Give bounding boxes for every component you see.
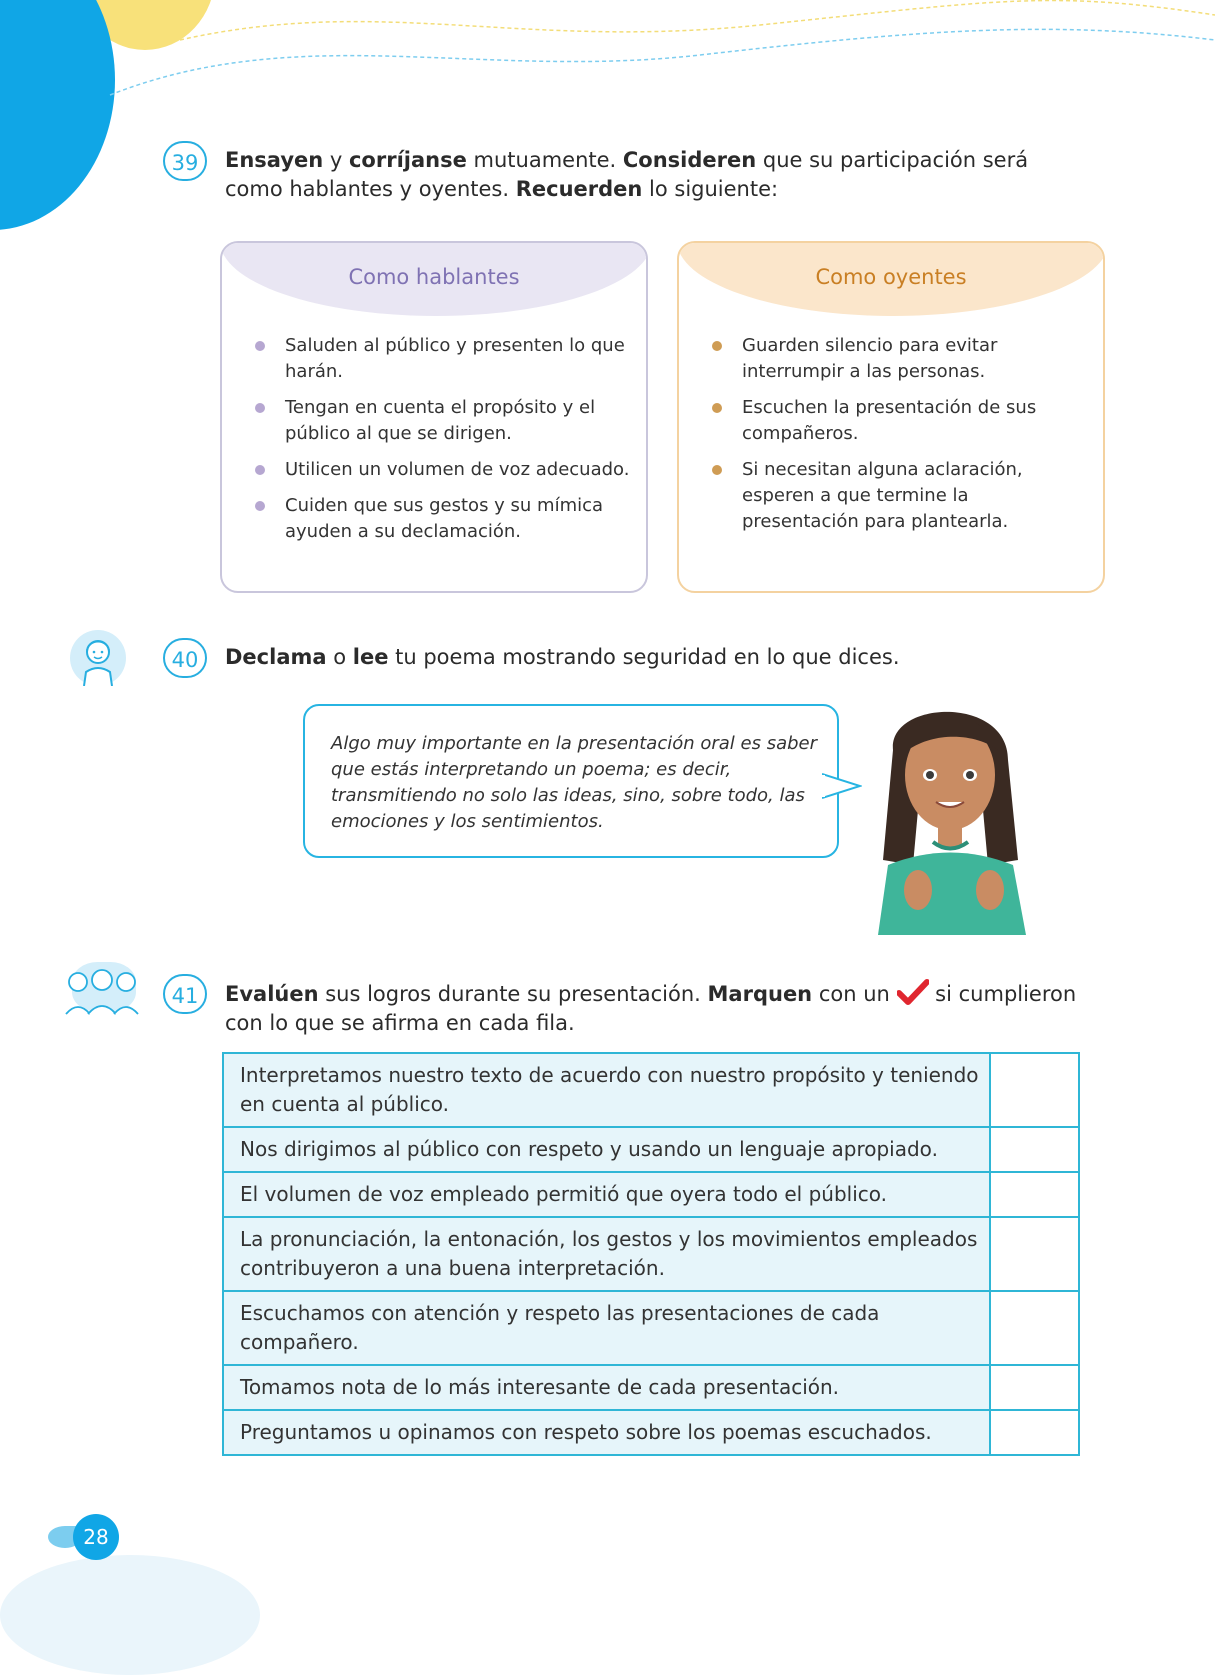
bold-verb: Evalúen (225, 982, 319, 1006)
check-cell[interactable] (990, 1053, 1079, 1127)
exercise-number-40: 40 (163, 638, 207, 678)
check-cell[interactable] (990, 1410, 1079, 1455)
bullet-dot (255, 341, 265, 351)
instruction-text: o (326, 645, 353, 669)
bullet-dot (255, 403, 265, 413)
listeners-card-title: Como oyentes (815, 265, 967, 289)
list-item (255, 493, 630, 545)
bold-verb: corríjanse (348, 148, 467, 172)
instruction-text: sus logros durante su presentación. (318, 982, 708, 1006)
bold-verb: Marquen (707, 982, 813, 1006)
list-item-text: Si necesitan alguna aclaración, esperen a que termine la presentación para plantearla. (742, 459, 1023, 532)
check-cell[interactable] (990, 1291, 1079, 1365)
speakers-list (255, 333, 630, 555)
group-work-icon (72, 962, 136, 1012)
table-row (223, 1053, 1079, 1127)
list-item-text: Tengan en cuenta el propósito y el público al que se dirigen. (285, 397, 596, 444)
list-item-text: Saluden al público y presenten lo que harán. (285, 335, 625, 382)
exercise-number-41: 41 (163, 974, 207, 1014)
exercise-41-instruction (225, 979, 1076, 1038)
exercise-41-line-1-end: si cumplieron (928, 982, 1077, 1006)
table-row (223, 1291, 1079, 1365)
speech-bubble (303, 704, 839, 858)
table-row (223, 1365, 1079, 1410)
check-cell[interactable] (990, 1217, 1079, 1291)
exercise-39-line-2 (225, 175, 1028, 204)
speakers-card (220, 241, 648, 593)
table-statement: El volumen de voz empleado permitió que oyera todo el público. (223, 1172, 990, 1217)
exercise-41-line-2: con lo que se afirma en cada fila. (225, 1011, 575, 1035)
table-statement: La pronunciación, la entonación, los gestos y los movimientos empleados contribuyeron a una buena interpretación. (223, 1217, 990, 1291)
list-item (255, 395, 630, 447)
page-number: 28 (73, 1514, 119, 1560)
exercise-41-line-1-text (225, 982, 897, 1006)
exercise-39-instruction (225, 146, 1028, 204)
list-item (255, 333, 630, 385)
list-item-text: Guarden silencio para evitar interrumpir a las personas. (742, 335, 998, 382)
table-row (223, 1172, 1079, 1217)
bold-verb: lee (352, 645, 389, 669)
check-cell[interactable] (990, 1365, 1079, 1410)
exercise-39-line-1 (225, 146, 1028, 175)
table-statement: Escuchamos con atención y respeto las presentaciones de cada compañero. (223, 1291, 990, 1365)
bullet-dot (712, 403, 722, 413)
exercise-40-line-1 (225, 643, 900, 672)
list-item (255, 457, 630, 483)
table-row (223, 1217, 1079, 1291)
individual-work-icon (70, 630, 126, 686)
checkmark-icon (897, 979, 929, 1005)
instruction-text: con un (812, 982, 897, 1006)
girl-illustration (858, 690, 1048, 935)
table-statement: Tomamos nota de lo más interesante de cada presentación. (223, 1365, 990, 1410)
bold-verb: Ensayen (225, 148, 324, 172)
bullet-dot (712, 341, 722, 351)
list-item-text: Escuchen la presentación de sus compañeros. (742, 397, 1037, 444)
listeners-card (677, 241, 1105, 593)
decor-wave-lines (0, 0, 1215, 110)
listeners-list (712, 333, 1087, 545)
exercise-number-39: 39 (163, 141, 207, 181)
instruction-text: como hablantes y oyentes. (225, 177, 516, 201)
decor-blob-bottom (0, 1555, 260, 1675)
bold-verb: Consideren (622, 148, 757, 172)
table-row (223, 1127, 1079, 1172)
self-evaluation-table (222, 1052, 1080, 1456)
bold-verb: Declama (225, 645, 327, 669)
exercise-41-line-1 (225, 979, 1076, 1009)
table-statement: Nos dirigimos al público con respeto y usando un lenguaje apropiado. (223, 1127, 990, 1172)
check-cell[interactable] (990, 1172, 1079, 1217)
bullet-dot (712, 465, 722, 475)
list-item (712, 333, 1087, 385)
exercise-40-instruction (225, 643, 900, 672)
list-item (712, 457, 1087, 535)
speakers-card-title: Como hablantes (348, 265, 520, 289)
list-item (712, 395, 1087, 447)
instruction-text: mutuamente. (466, 148, 623, 172)
bold-verb: Recuerden (515, 177, 643, 201)
instruction-text: tu poema mostrando seguridad en lo que dices. (388, 645, 900, 669)
instruction-text: y (323, 148, 349, 172)
instruction-text: lo siguiente: (642, 177, 779, 201)
check-cell[interactable] (990, 1127, 1079, 1172)
table-statement: Preguntamos u opinamos con respeto sobre los poemas escuchados. (223, 1410, 990, 1455)
speech-bubble-text: Algo muy importante en la presentación oral es saber que estás interpretando un poema; es decir, transmitiendo no solo las ideas, sino, sobre todo, las emociones y los sentimientos. (331, 733, 818, 832)
speech-bubble-tail (822, 772, 862, 802)
list-item-text: Utilicen un volumen de voz adecuado. (285, 459, 630, 480)
list-item-text: Cuiden que sus gestos y su mímica ayuden a su declamación. (285, 495, 604, 542)
bullet-dot (255, 501, 265, 511)
table-row (223, 1410, 1079, 1455)
instruction-text: que su participación será (756, 148, 1029, 172)
bullet-dot (255, 465, 265, 475)
table-statement: Interpretamos nuestro texto de acuerdo con nuestro propósito y teniendo en cuenta al público. (223, 1053, 990, 1127)
